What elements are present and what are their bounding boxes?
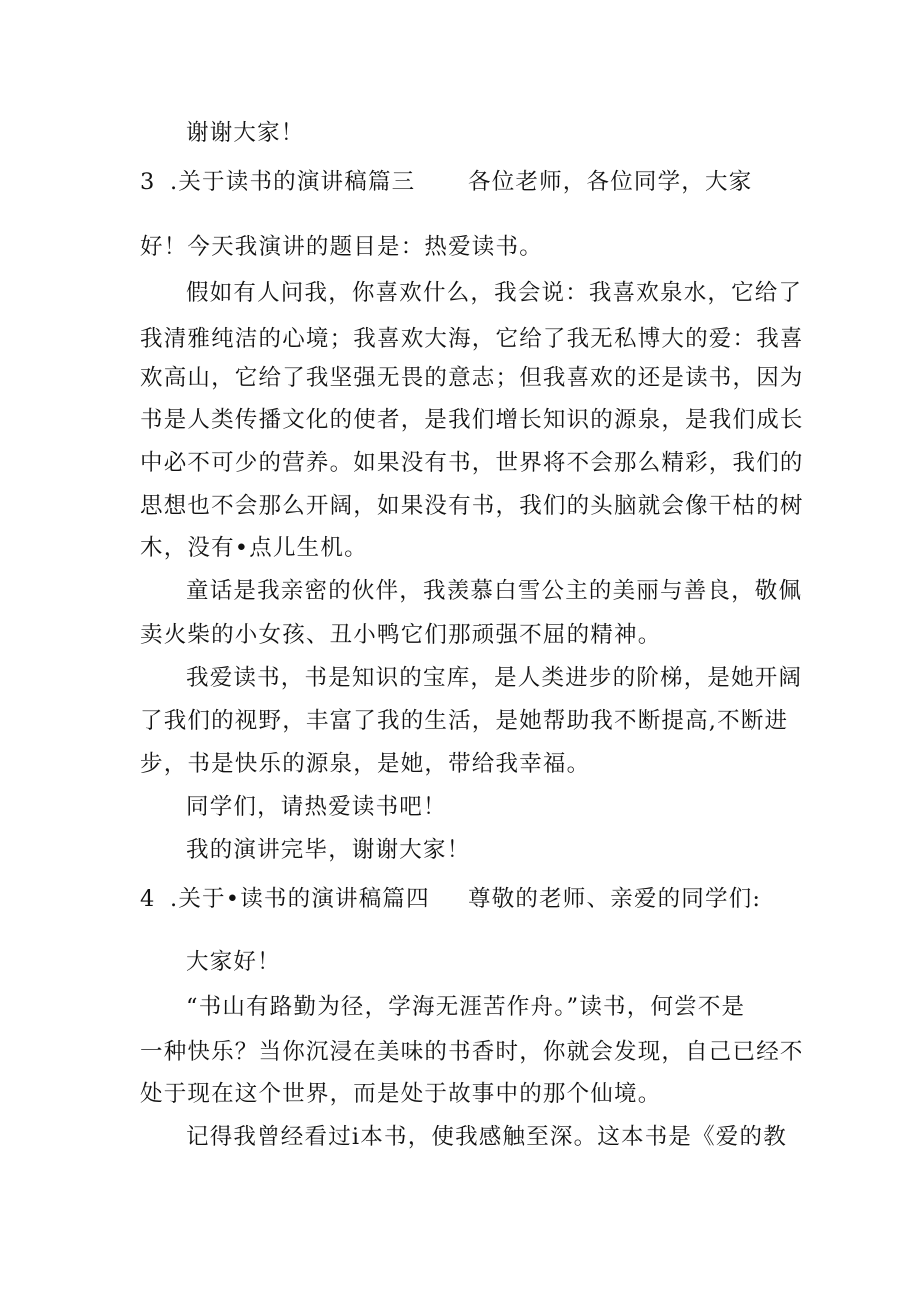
section-4-number: 4 [140,886,156,912]
s4-line-2: 一种快乐？当你沉浸在美味的书香时，你就会发现，自己已经不 [140,1039,804,1065]
s4-line-0: 大家好！ [186,949,281,975]
s3-line-2: 我清雅纯洁的心境；我喜欢大海，它给了我无私博大的爱：我喜 [140,326,804,352]
s3-line-3: 欢高山，它给了我坚强无畏的意志；但我喜欢的还是读书，因为 [140,365,804,391]
s3-line-4: 书是人类传播文化的使者，是我们增长知识的源泉，是我们成长 [140,407,804,433]
s4-line-3: 处于现在这个世界，而是处于故事中的那个仙境。 [140,1081,662,1107]
section-3-heading [140,160,800,204]
s3-line-1: 假如有人问我，你喜欢什么，我会说：我喜欢泉水，它给了 [186,280,803,306]
s3-line-14: 我的演讲完毕，谢谢大家！ [186,837,471,863]
s3-line-6: 思想也不会那么开阔，如果没有书，我们的头脑就会像干枯的树 [140,493,804,519]
s3-line-11: 了我们的视野，丰富了我的生活，是她帮助我不断提高,不断进 [140,708,789,734]
section-3-number: 3 [140,169,156,195]
s3-line-0: 好！今天我演讲的题目是：热爱读书。 [140,234,543,260]
s4-line-4: 记得我曾经看过i本书，使我感触至深。这本书是《爱的教 [186,1124,787,1150]
s3-line-12: 步，书是快乐的源泉，是她，带给我幸福。 [140,751,591,777]
section-3-greeting: 各位老师，各位同学，大家 [468,169,753,195]
s3-line-8: 童话是我亲密的伙伴，我羡慕白雪公主的美丽与善良，敬佩 [186,578,803,604]
s3-line-9: 卖火柴的小女孩、丑小鸭它们那顽强不屈的精神。 [140,622,662,648]
closing-line: 谢谢大家！ [186,120,305,146]
section-4-heading [140,877,800,921]
s3-line-10: 我爱读书，书是知识的宝库，是人类进步的阶梯，是她开阔 [186,665,803,691]
s3-line-7: 木，没有•点儿生机。 [140,535,368,561]
s4-line-1: “书山有路勤为径，学海无涯苦作舟。”读书，何尝不是 [186,994,746,1020]
section-4-title: .关于•读书的演讲稿篇四 [170,886,430,912]
section-3-title: .关于读书的演讲稿篇三 [170,169,416,195]
section-4-greeting: 尊敬的老师、亲爱的同学们: [468,886,762,912]
s3-line-13: 同学们，请热爱读书吧！ [186,794,447,820]
s3-line-5: 中必不可少的营养。如果没有书，世界将不会那么精彩，我们的 [140,450,804,476]
